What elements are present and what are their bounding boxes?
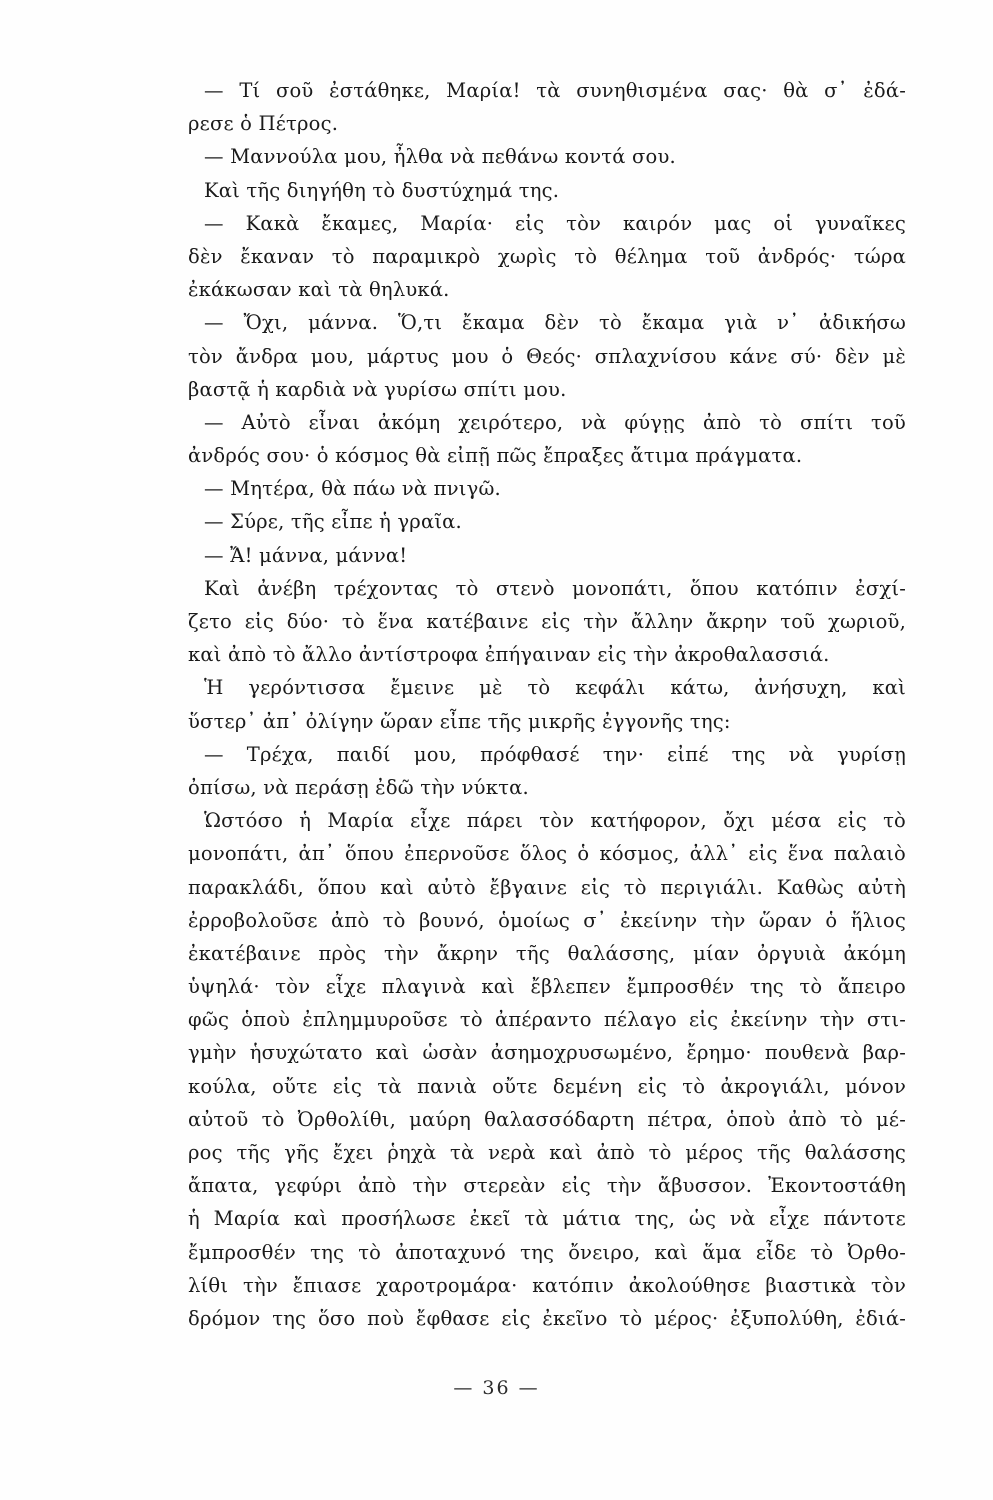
text-line: — Ὄχι, μάννα. Ὅ,τι ἔκαμα δὲν τὸ ἔκαμα γιὰ ν᾽ ἀδικήσω bbox=[204, 311, 906, 335]
text-line: — Αὐτὸ εἶναι ἀκόμη χειρότερο, νὰ φύγῃς ἀπὸ τὸ σπίτι τοῦ bbox=[204, 410, 906, 434]
page-number: — 36 — bbox=[453, 1377, 540, 1399]
text-line: αὐτοῦ τὸ Ὀρθολίθι, μαύρη θαλασσόδαρτη πέτρα, ὁποὺ ἀπὸ τὸ μέ- bbox=[188, 1107, 906, 1131]
text-line: ἐκατέβαινε πρὸς τὴν ἄκρην τῆς θαλάσσης, μίαν ὀργυιὰ ἀκόμη bbox=[188, 941, 906, 965]
text-line: Καὶ τῆς διηγήθη τὸ δυστύχημά της. bbox=[204, 178, 560, 202]
text-line: ἔμπροσθέν της τὸ ἀποταχυνό της ὄνειρο, καὶ ἅμα εἶδε τὸ Ὀρθο- bbox=[188, 1240, 906, 1264]
text-line: — Κακὰ ἔκαμες, Μαρία· εἰς τὸν καιρόν μας οἱ γυναῖκες bbox=[204, 211, 906, 235]
text-line: λίθι τὴν ἔπιασε χαροτρομάρα· κατόπιν ἀκολούθησε βιαστικὰ τὸν bbox=[188, 1273, 906, 1297]
text-line: — Τρέχα, παιδί μου, πρόφθασέ την· εἰπέ της νὰ γυρίσῃ bbox=[204, 742, 906, 766]
text-line: παρακλάδι, ὅπου καὶ αὐτὸ ἔβγαινε εἰς τὸ περιγιάλι. Καθὼς αὐτὴ bbox=[188, 875, 906, 899]
text-line: ἀνδρός σου· ὁ κόσμος θὰ εἰπῇ πῶς ἔπραξες ἄτιμα πράγματα. bbox=[188, 444, 803, 468]
text-line: — Τί σοῦ ἐστάθηκε, Μαρία! τὰ συνηθισμένα σας· θὰ σ᾽ ἐδά- bbox=[204, 79, 906, 102]
text-line: ἐρροβολοῦσε ἀπὸ τὸ βουνό, ὁμοίως σ᾽ ἐκείνην τὴν ὥραν ὁ ἥλιος bbox=[188, 908, 906, 932]
text-line: ρος τῆς γῆς ἔχει ῥηχὰ τὰ νερὰ καὶ ἀπὸ τὸ μέρος τῆς θαλάσσης bbox=[188, 1141, 906, 1164]
text-line: κούλα, οὔτε εἰς τὰ πανιὰ οὔτε δεμένη εἰς τὸ ἀκρογιάλι, μόνον bbox=[188, 1074, 906, 1098]
text-line: ἡ Μαρία καὶ προσήλωσε ἐκεῖ τὰ μάτια της, ὡς νὰ εἶχε πάντοτε bbox=[188, 1207, 906, 1231]
text-line: ζετο εἰς δύο· τὸ ἕνα κατέβαινε εἰς τὴν ἄλλην ἄκρην τοῦ χωριοῦ, bbox=[188, 610, 906, 633]
text-line: — Μητέρα, θὰ πάω νὰ πνιγῶ. bbox=[204, 477, 501, 501]
text-line: ἄπατα, γεφύρι ἀπὸ τὴν στερεὰν εἰς τὴν ἄβυσσον. Ἐκοντοστάθη bbox=[188, 1174, 906, 1198]
text-line: — Σύρε, τῆς εἶπε ἡ γραῖα. bbox=[204, 510, 462, 534]
text-line: — Μαννούλα μου, ἦλθα νὰ πεθάνω κοντά σου. bbox=[204, 145, 676, 169]
text-line: ὕστερ᾽ ἀπ᾽ ὀλίγην ὥραν εἶπε τῆς μικρῆς ἐγγονῆς της: bbox=[188, 709, 731, 733]
text-line: δὲν ἔκαναν τὸ παραμικρὸ χωρὶς τὸ θέλημα τοῦ ἀνδρός· τώρα bbox=[188, 244, 906, 268]
text-line: Καὶ ἀνέβη τρέχοντας τὸ στενὸ μονοπάτι, ὅπου κατόπιν ἐσχί- bbox=[204, 576, 906, 600]
text-line: καὶ ἀπὸ τὸ ἄλλο ἀντίστροφα ἐπήγαιναν εἰς τὴν ἀκροθαλασσιά. bbox=[188, 643, 830, 667]
text-line: Ἡ γερόντισσα ἔμεινε μὲ τὸ κεφάλι κάτω, ἀνήσυχη, καὶ bbox=[204, 676, 906, 700]
text-line: ἐκάκωσαν καὶ τὰ θηλυκά. bbox=[188, 278, 450, 302]
text-line: ρεσε ὁ Πέτρος. bbox=[188, 112, 339, 136]
body-text bbox=[188, 74, 906, 1335]
text-line: βαστᾷ ἡ καρδιὰ νὰ γυρίσω σπίτι μου. bbox=[188, 377, 567, 401]
text-line: — Ἄ! μάννα, μάννα! bbox=[204, 543, 408, 567]
text-line: φῶς ὁποὺ ἐπλημμυροῦσε τὸ ἀπέραντο πέλαγο εἰς ἐκείνην τὴν στι- bbox=[188, 1008, 906, 1032]
text-line: γμὴν ἡσυχώτατο καὶ ὡσὰν ἀσημοχρυσωμένο, ἔρημο· πουθενὰ βαρ- bbox=[188, 1041, 906, 1065]
text-line: ὀπίσω, νὰ περάσῃ ἐδῶ τὴν νύκτα. bbox=[188, 775, 529, 799]
text-line: Ὡστόσο ἡ Μαρία εἶχε πάρει τὸν κατήφορον, ὄχι μέσα εἰς τὸ bbox=[204, 809, 906, 833]
text-line: ὑψηλά· τὸν εἶχε πλαγινὰ καὶ ἔβλεπεν ἔμπροσθέν της τὸ ἄπειρο bbox=[188, 975, 906, 999]
text-line: δρόμον της ὅσο ποὺ ἔφθασε εἰς ἐκεῖνο τὸ μέρος· ἐξυπολύθη, ἐδιά- bbox=[188, 1306, 906, 1330]
text-line: τὸν ἄνδρα μου, μάρτυς μου ὁ Θεός· σπλαχνίσου κάνε σύ· δὲν μὲ bbox=[188, 344, 906, 368]
text-line: μονοπάτι, ἀπ᾽ ὅπου ἐπερνοῦσε ὅλος ὁ κόσμος, ἀλλ᾽ εἰς ἕνα παλαιὸ bbox=[188, 842, 906, 866]
